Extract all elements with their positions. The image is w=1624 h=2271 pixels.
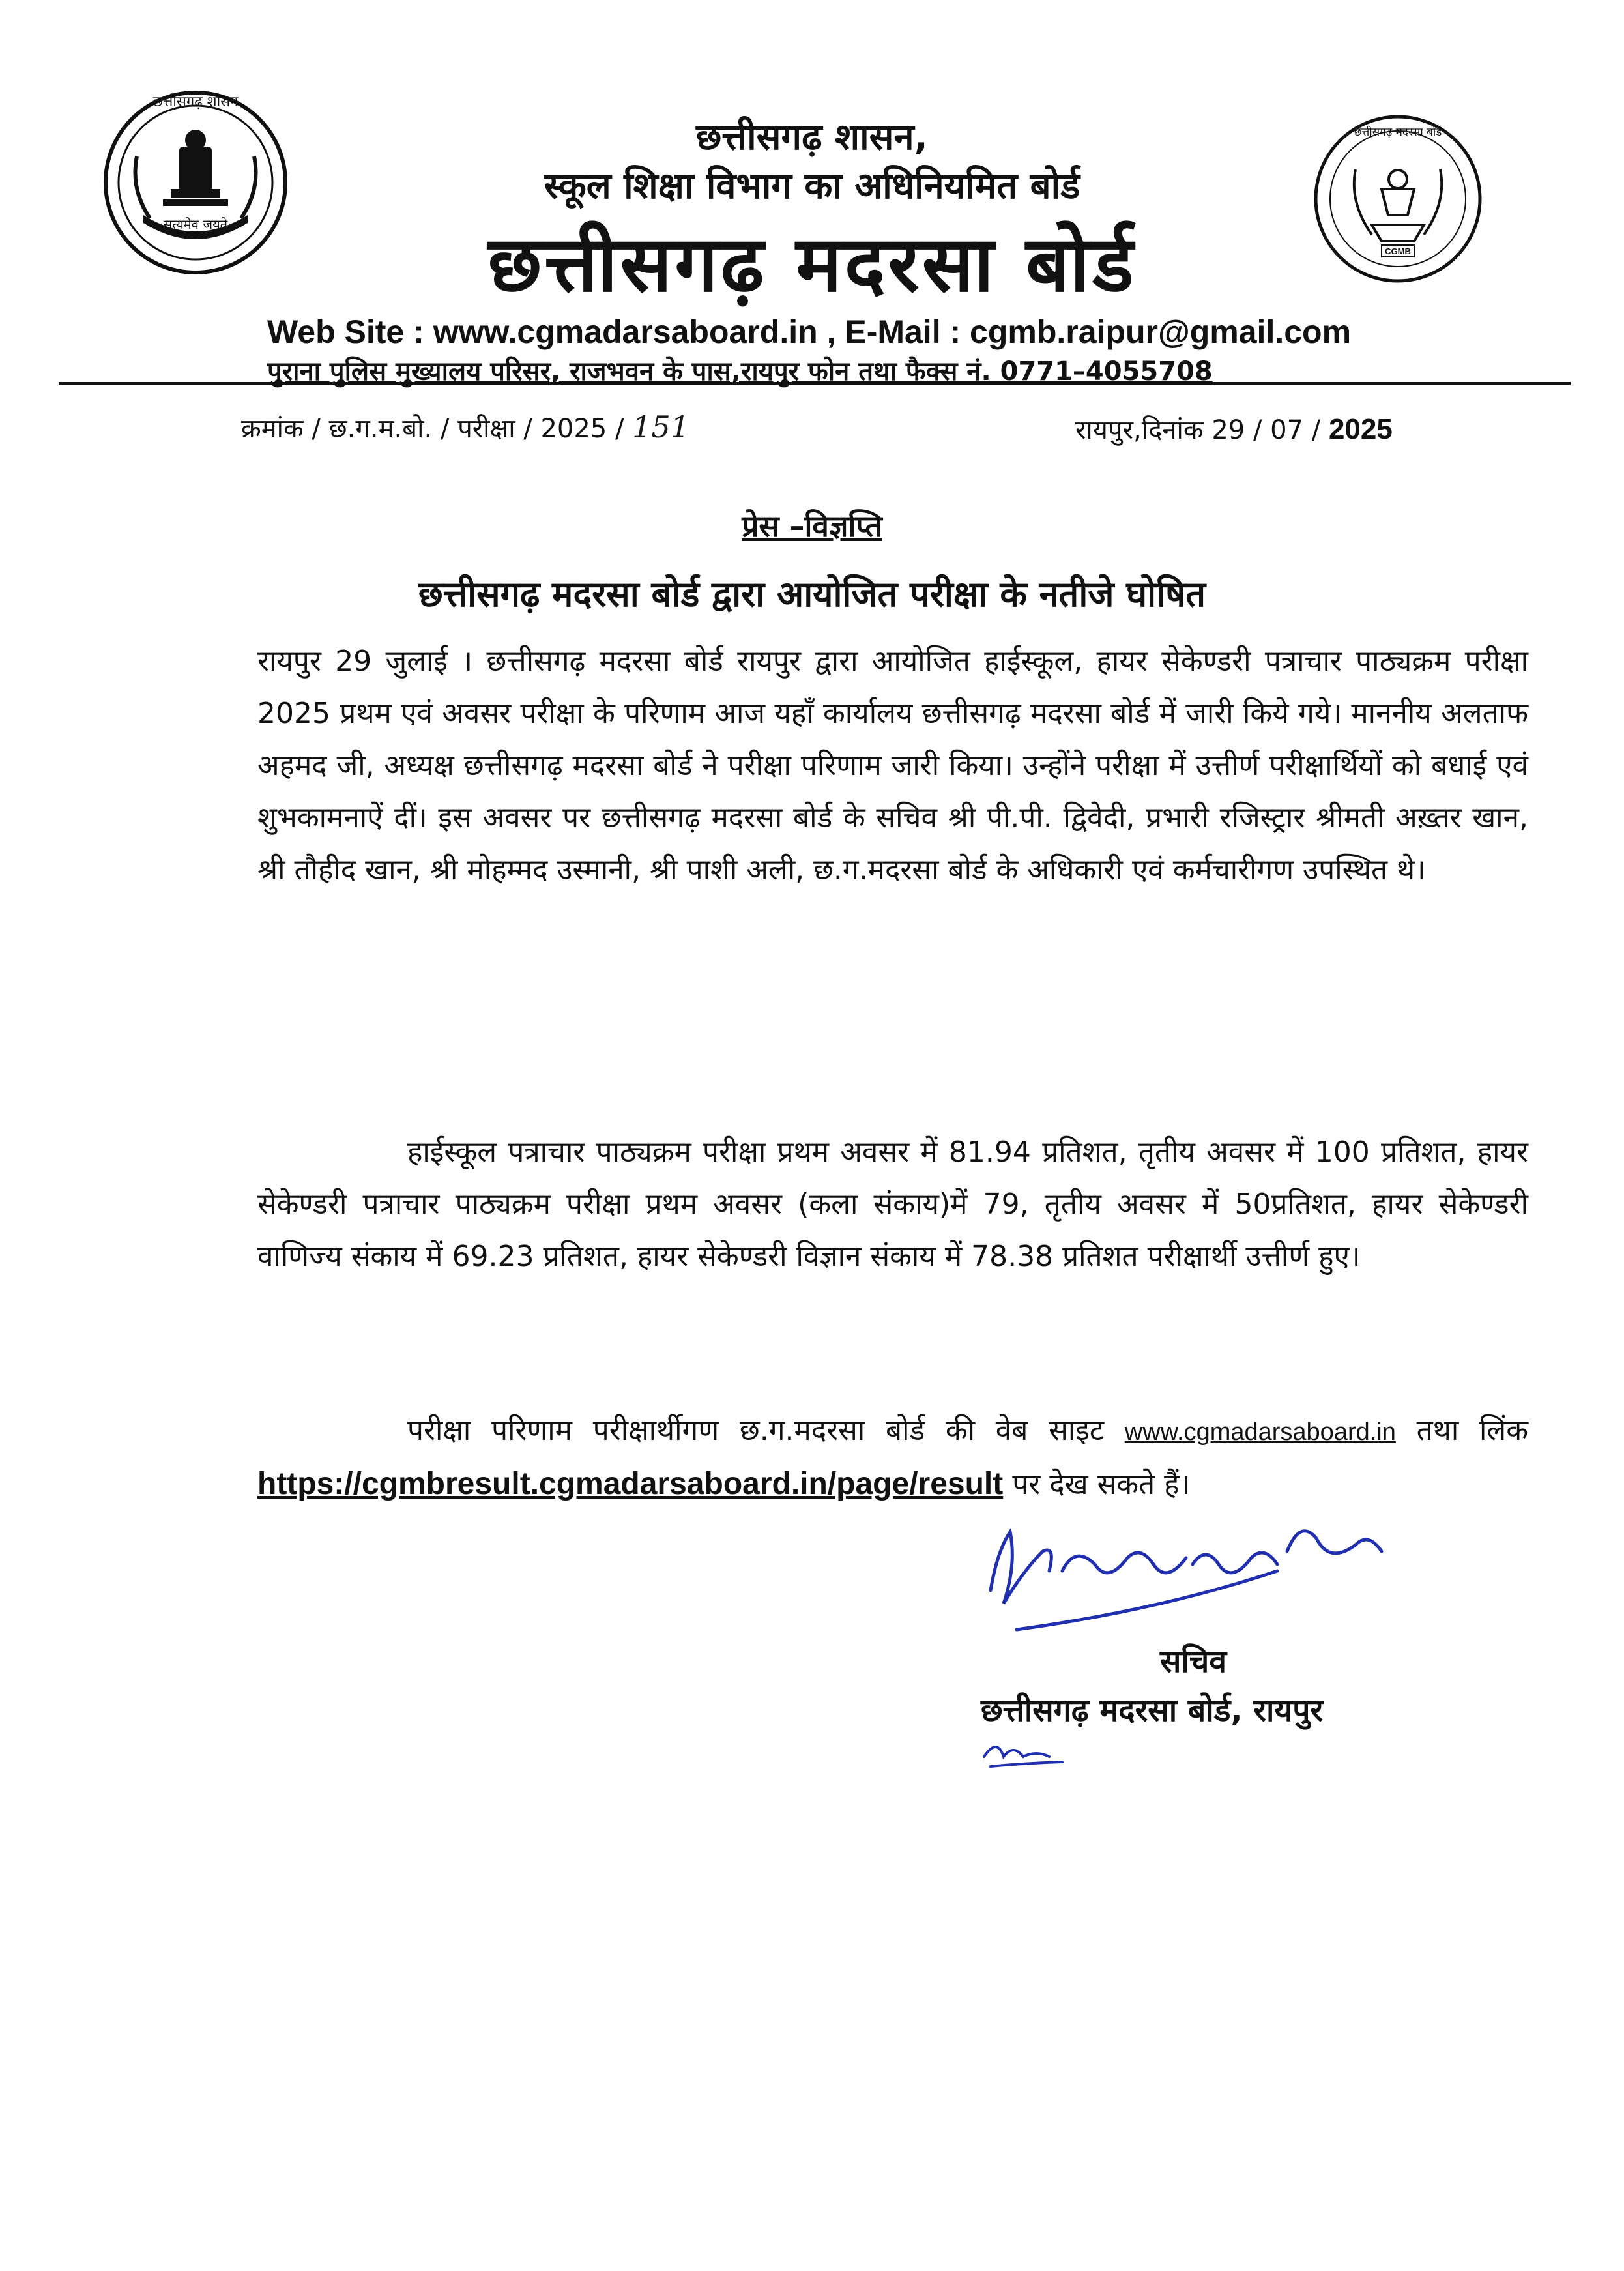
date-prefix: रायपुर,दिनांक [1075, 415, 1204, 445]
dept-line: स्कूल शिक्षा विभाग का अधिनियमित बोर्ड [544, 165, 1080, 207]
board-website-link[interactable]: www.cgmadarsaboard.in [1124, 1418, 1396, 1446]
para3-text-before: परीक्षा परिणाम परीक्षार्थीगण छ.ग.मदरसा बोर्ड की वेब साइट [407, 1414, 1105, 1447]
paragraph-results: हाईस्कूल पत्राचार पाठ्यक्रम परीक्षा प्रथम अवसर में 81.94 प्रतिशत, तृतीय अवसर में 100 प्रतिशत, हायर सेकेण्डरी पत्राचार पाठ्यक्रम परीक्षा प्रथम अवसर (कला संकाय)में 79, तृतीय अवसर में 50प्रतिशत, हायर सेकेण्डरी वाणिज्य संकाय में 69.23 प्रतिशत, हायर सेकेण्डरी विज्ञान संकाय में 78.38 प्रतिशत परीक्षार्थी उत्तीर्ण हुए। [257, 1136, 1528, 1273]
right-seal-text: छत्तीसगढ़ मदरसा बोर्ड [1354, 126, 1442, 139]
result-link[interactable]: https://cgmbresult.cgmadarsaboard.in/page/result [257, 1467, 1004, 1501]
govt-line: छत्तीसगढ़ शासन, [696, 116, 928, 158]
para3-text-after: पर देख सकते हैं। [1012, 1468, 1191, 1501]
issue-date [1075, 411, 1393, 447]
right-seal-abbr: CGMB [1385, 246, 1411, 256]
date-day-month: 29 / 07 / [1211, 415, 1321, 445]
signatory-title: सचिव [1160, 1643, 1227, 1680]
signatory-organisation: छत्तीसगढ़ मदरसा बोर्ड, रायपुर [981, 1692, 1324, 1729]
left-seal-text: छत्तीसगढ़ शासन [152, 94, 239, 110]
address-line: पुराना पुलिस मुख्यालय परिसर, राजभवन के पास,रायपुर फोन तथा फैक्स नं. 0771–4055708 [267, 357, 1213, 387]
initials-mark [978, 1731, 1082, 1776]
reference-prefix: क्रमांक / छ.ग.म.बो. / परीक्षा / 2025 / [241, 414, 624, 444]
header-divider [59, 382, 1571, 385]
paragraph-announcement: रायपुर 29 जुलाई । छत्तीसगढ़ मदरसा बोर्ड रायपुर द्वारा आयोजित हाईस्कूल, हायर सेकेण्डरी पत्राचार पाठ्यक्रम परीक्षा 2025 प्रथम एवं अवसर परीक्षा के परिणाम आज यहाँ कार्यालय छत्तीसगढ़ मदरसा बोर्ड में जारी किये गये। माननीय अलताफ अहमद जी, अध्यक्ष छत्तीसगढ़ मदरसा बोर्ड ने परीक्षा परिणाम जारी किया। उन्होंने परीक्षा में उत्तीर्ण परीक्षार्थियों को बधाई एवं शुभकामनाऐं दीं। इस अवसर पर छत्तीसगढ़ मदरसा बोर्ड के सचिव श्री पी.पी. द्विवेदी, प्रभारी रजिस्ट्रार श्रीमती अख़्तर खान, श्री तौहीद खान, श्री मोहम्मद उस्मानी, श्री पाशी अली, छ.ग.मदरसा बोर्ड के अधिकारी एवं कर्मचारीगण उपस्थित थे। [257, 645, 1528, 886]
website-label: Web Site : [267, 314, 424, 350]
handwritten-signature [964, 1493, 1421, 1656]
para3-text-mid: तथा लिंक [1416, 1414, 1528, 1447]
website-link[interactable]: www.cgmadarsaboard.in [433, 314, 818, 350]
email-label: , E-Mail : [826, 314, 961, 350]
contact-line [267, 313, 1351, 351]
date-year: 2025 [1328, 413, 1393, 445]
press-headline: छत्तीसगढ़ मदरसा बोर्ड द्वारा आयोजित परीक्षा के नतीजे घोषित [418, 574, 1206, 615]
reference-number [241, 409, 689, 445]
reference-handwritten-number: 151 [632, 409, 689, 445]
board-name-title: छत्तीसगढ़ मदरसा बोर्ड [487, 219, 1137, 309]
left-seal-motto: सत्यमेव जयते [163, 216, 228, 232]
email-link[interactable]: cgmb.raipur@gmail.com [970, 314, 1352, 350]
press-release-label: प्रेस –विज्ञप्ति [742, 508, 882, 544]
